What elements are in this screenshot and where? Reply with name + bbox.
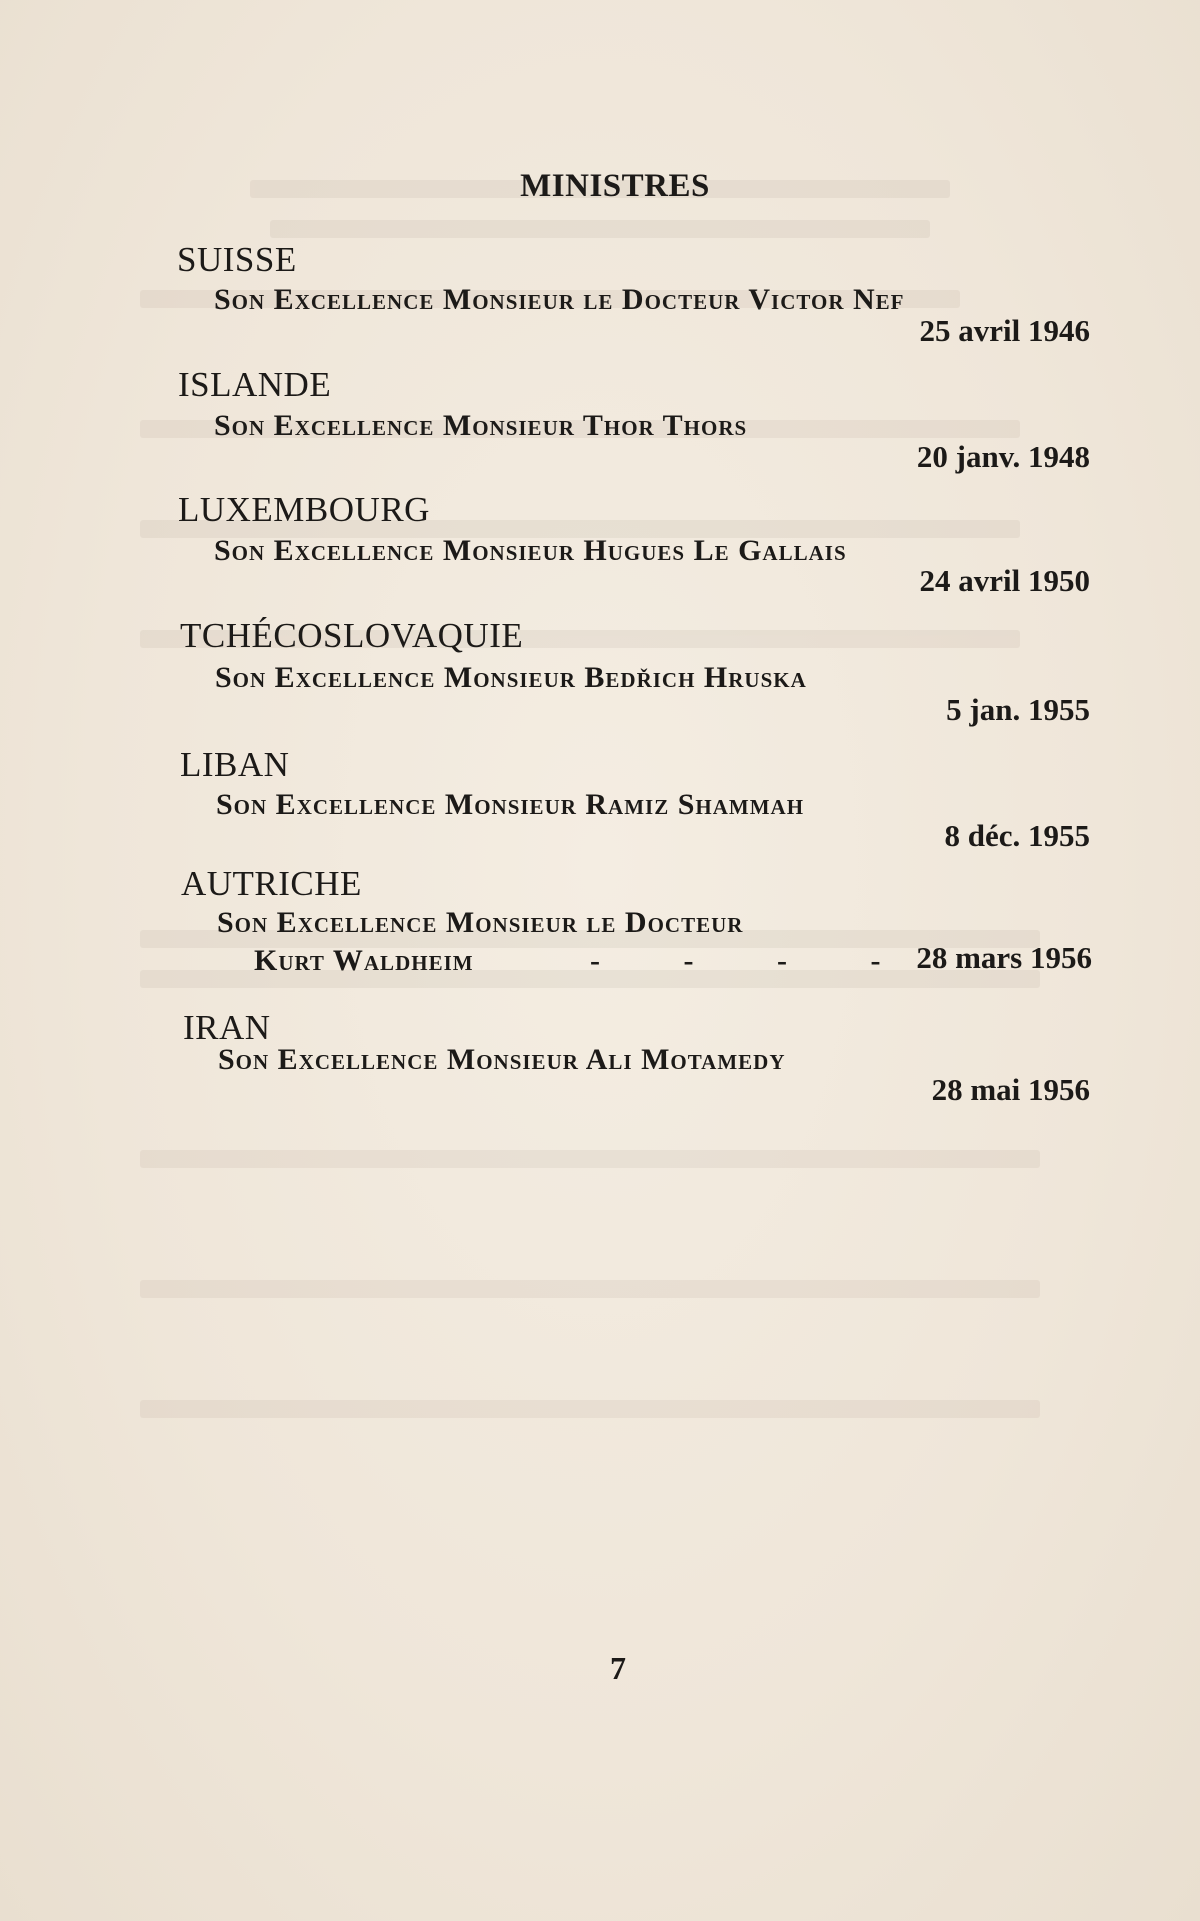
page-heading: MINISTRES bbox=[520, 168, 710, 204]
country-name: LIBAN bbox=[180, 745, 290, 784]
country-name: ISLANDE bbox=[178, 365, 332, 404]
minister-name: Son Excellence Monsieur Bedřich Hruska bbox=[215, 661, 807, 694]
accreditation-date: 20 janv. 1948 bbox=[916, 439, 1090, 474]
minister-name: Son Excellence Monsieur le Docteur bbox=[217, 906, 744, 939]
country-name: SUISSE bbox=[177, 240, 297, 279]
country-name: TCHÉCOSLOVAQUIE bbox=[180, 616, 524, 655]
minister-name-continued: Kurt Waldheim bbox=[254, 944, 474, 977]
page-number: 7 bbox=[610, 1650, 626, 1686]
accreditation-date: 5 jan. 1955 bbox=[946, 692, 1090, 727]
minister-name: Son Excellence Monsieur Thor Thors bbox=[214, 409, 748, 442]
dot-leader: - - - - bbox=[590, 944, 919, 977]
accreditation-date: 28 mai 1956 bbox=[931, 1072, 1090, 1107]
accreditation-date: 25 avril 1946 bbox=[919, 313, 1090, 348]
accreditation-date: 8 déc. 1955 bbox=[944, 818, 1090, 853]
minister-name: Son Excellence Monsieur Ramiz Shammah bbox=[216, 788, 805, 821]
country-name: LUXEMBOURG bbox=[178, 490, 430, 529]
country-name: AUTRICHE bbox=[181, 864, 362, 903]
country-name: IRAN bbox=[183, 1008, 271, 1047]
minister-name: Son Excellence Monsieur Ali Motamedy bbox=[218, 1043, 786, 1076]
accreditation-date: 28 mars 1956 bbox=[916, 940, 1092, 975]
accreditation-date: 24 avril 1950 bbox=[919, 563, 1090, 598]
minister-name: Son Excellence Monsieur le Docteur Victor Nef bbox=[214, 283, 905, 316]
minister-name: Son Excellence Monsieur Hugues Le Gallais bbox=[214, 534, 847, 567]
